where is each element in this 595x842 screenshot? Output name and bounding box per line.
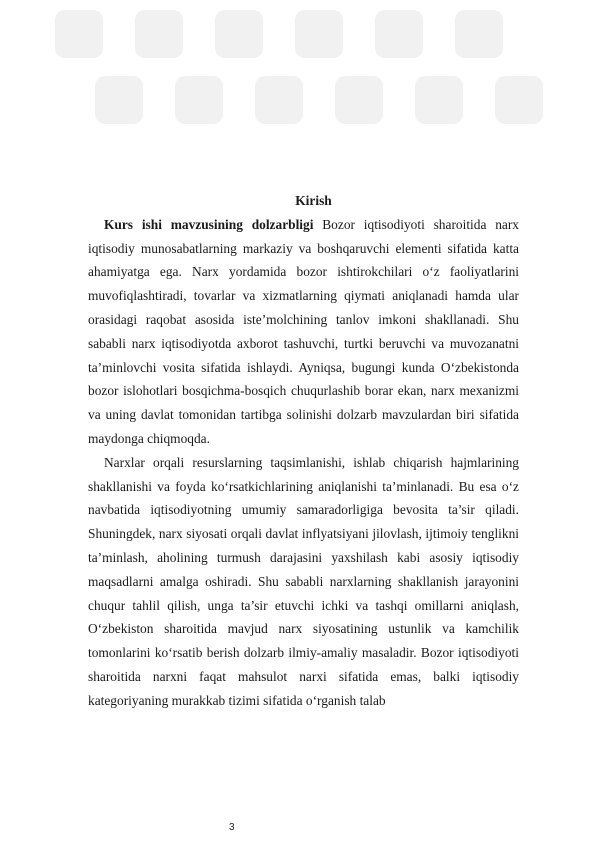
paragraph-prices: [88, 451, 519, 713]
paragraph-relevance: [88, 213, 519, 451]
section-heading: Kirish: [295, 193, 332, 208]
page-number: 3: [229, 822, 235, 833]
paragraph-text: Narxlar orqali resurslarning taqsimlanishi, ishlab chiqarish hajmlarining shakllanishi va foyda ko‘rsatkichlarining aniqlanishi ta’minlanadi. Bu esa o‘z navbatida iqtisodiyotning umumiy samaradorligiga bevosita ta’sir qiladi. Shuningdek, narx siyosati orqali davlat inflyatsiyani jilovlash, ijtimoiy tenglikni ta’minlash, aholining turmush darajasini yaxshilash kabi asosiy iqtisodiy maqsadlarni amalga oshiradi. Shu sababli narxlarning shakllanish jarayonini chuqur tahlil qilish, unga ta’sir etuvchi ichki va tashqi omillarni aniqlash, O‘zbekiston sharoitida mavjud narx siyosatining ustunlik va kamchilik tomonlarini ko‘rsatib berish dolzarb ilmiy-amaliy masaladir. Bozor iqtisodiyoti sharoitida narxni faqat mahsulot narxi sifatida emas, balki iqtisodiy kategoriyaning murakkab tizimi sifatida o‘rganish talab: [88, 454, 519, 708]
document-body: [88, 189, 519, 713]
watermark-pattern: [0, 0, 595, 140]
paragraph-text: Bozor iqtisodiyoti sharoitida narx iqtisodiy munosabatlarning markaziy va boshqaruvchi elementi sifatida katta ahamiyatga ega. Narx yordamida bozor ishtirokchilari o‘z faoliyatlarini muvofiqlashtiradi, tovarlar va xizmatlarning qiymati aniqlanadi hamda ular orasidagi raqobat asosida iste’molchining tanlov imkoni shakllanadi. Shu sababli narx iqtisodiyotda axborot tashuvchi, turtki beruvchi va muvozanatni ta’minlovchi vosita sifatida ishlaydi. Ayniqsa, bugungi kunda O‘zbekistonda bozor islohotlari bosqichma-bosqich chuqurlashib borar ekan, narx mexanizmi va uning davlat tomonidan tartibga solinishi dolzarb mavzulardan biri sifatida maydonga chiqmoqda.: [88, 216, 519, 446]
paragraph-lead: Kurs ishi mavzusining dolzarbligi: [104, 216, 314, 232]
